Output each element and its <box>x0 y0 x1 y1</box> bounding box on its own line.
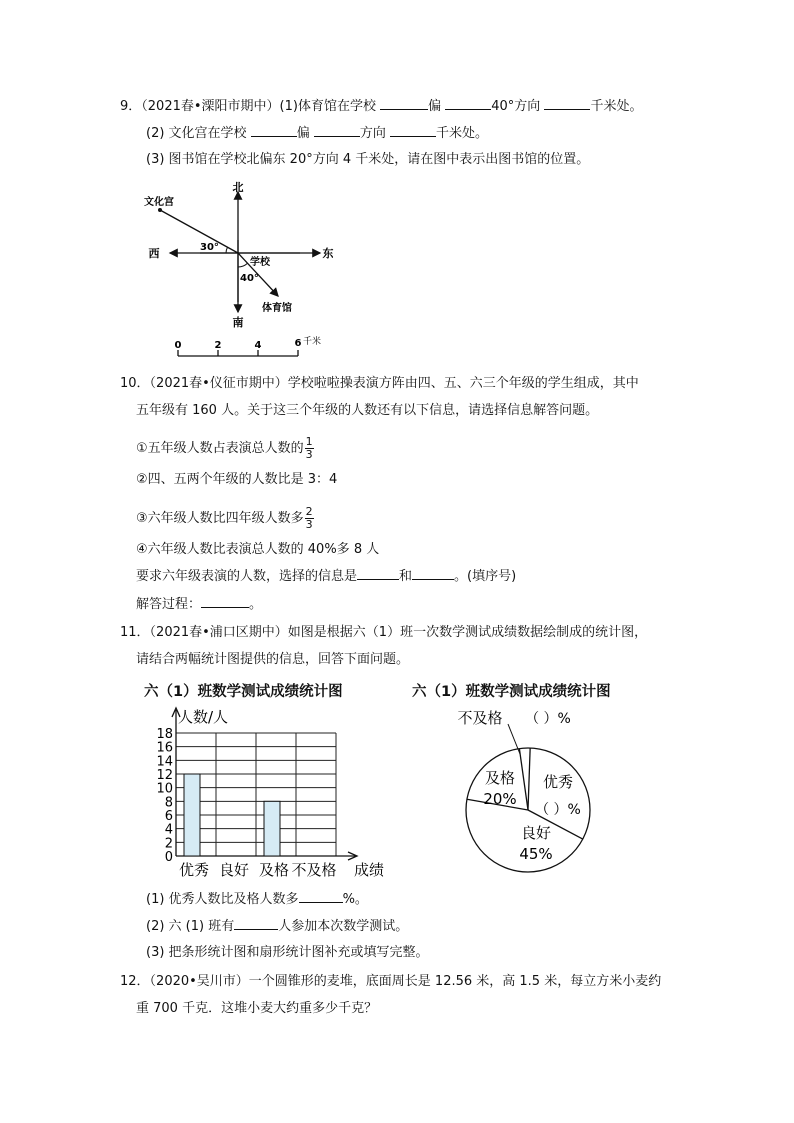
q10-info1 <box>136 436 314 461</box>
q10-line1: 10．（2021春•仪征市期中）学校啦啦操表演方阵由四、五、六三个年级的学生组成，其中 <box>120 376 639 391</box>
q9-text: 偏 <box>296 126 310 141</box>
q9-direction-diagram <box>140 180 340 365</box>
q11-line1: 11．（2021春•浦口区期中）如图是根据六（1）班一次数学测试成绩数据绘制成的统计图， <box>120 625 648 640</box>
y-tick-label: 6 <box>164 809 173 824</box>
north-label: 北 <box>232 181 244 194</box>
q11-sub2-text: (2) 六 (1) 班有 <box>146 919 235 934</box>
east-label: 东 <box>322 247 334 260</box>
y-tick-label: 0 <box>164 850 173 865</box>
q10-process-text: 。 <box>249 597 263 612</box>
cultural-palace-point <box>158 208 162 212</box>
y-tick-label: 4 <box>164 822 173 838</box>
y-tick-label: 16 <box>156 740 173 756</box>
scale-unit-label: 千米 <box>303 337 322 347</box>
y-tick-label: 2 <box>164 836 173 852</box>
q9-text: 偏 <box>428 99 442 114</box>
gym-label: 体育馆 <box>262 303 292 314</box>
q9-text: (2) 文化宫在学校 <box>146 126 247 141</box>
q9-blank-2[interactable] <box>445 97 491 110</box>
q11-line2: 请结合两幅统计图提供的信息，回答下面问题。 <box>136 652 410 667</box>
q11-sub1-text: %。 <box>342 892 368 907</box>
y-axis-label: 人数/人 <box>178 708 229 726</box>
y-tick-label: 10 <box>156 781 173 797</box>
angle-west-label: 30° <box>200 242 219 253</box>
q9-line2 <box>146 124 488 143</box>
q9-blank-5[interactable] <box>314 124 360 137</box>
school-label: 学校 <box>250 257 270 268</box>
q11-sub3: (3) 把条形统计图和扇形统计图补充或填写完整。 <box>146 945 429 960</box>
q12-line1: 12．（2020•吴川市）一个圆锥形的麦堆，底面周长是 12.56 米，高 1.5 米，每立方米小麦约 <box>120 974 662 989</box>
angle-arc-south <box>238 263 248 267</box>
x-tick-label: 不及格 <box>291 861 337 879</box>
q9-source: （2021春•溧阳市期中） <box>141 99 280 114</box>
pie-chart <box>440 700 660 885</box>
y-tick-label: 12 <box>156 768 173 783</box>
y-tick-label: 18 <box>156 727 173 742</box>
q11-sub1 <box>146 890 368 909</box>
q10-ask-text: 要求六年级表演的人数，选择的信息是 <box>136 569 358 584</box>
q10-ask-text: 。(填序号) <box>454 569 517 584</box>
q11-blank-2[interactable] <box>234 917 278 930</box>
slice-good-value: 45% <box>519 845 553 863</box>
west-label: 西 <box>148 247 160 260</box>
q10-line2: 五年级有 160 人。关于这三个年级的人数还有以下信息，请选择信息解答问题。 <box>136 403 599 418</box>
bar-及格 <box>264 801 280 856</box>
q11-sub2 <box>146 917 408 936</box>
q9-text: (1)体育馆在学校 <box>279 99 376 114</box>
x-tick-label: 及格 <box>258 861 290 879</box>
slice-good-label: 良好 <box>520 824 552 842</box>
q10-info1-text: ①五年级人数占表演总人数的 <box>136 441 304 456</box>
q10-blank-3[interactable] <box>201 595 249 608</box>
q10-process-text: 解答过程： <box>136 597 202 612</box>
fraction-numerator: 1 <box>305 435 313 448</box>
q10-info2: ②四、五两个年级的人数比是 3：4 <box>136 472 338 487</box>
q11-sub2-text: 人参加本次数学测试。 <box>278 919 409 934</box>
slice-pass-label: 及格 <box>484 769 516 787</box>
bar-优秀 <box>184 774 200 856</box>
fraction-numerator: 2 <box>305 505 313 518</box>
q10-info3-text: ③六年级人数比四年级人数多 <box>136 511 304 526</box>
bar-chart-title: 六（1）班数学测试成绩统计图 <box>144 684 343 700</box>
y-tick-label: 8 <box>164 795 173 811</box>
x-tick-label: 优秀 <box>178 861 210 879</box>
slice-pass-value: 20% <box>483 790 517 808</box>
angle-arc-west <box>226 247 228 253</box>
slice-excellent-label: 优秀 <box>542 773 574 791</box>
q10-ask <box>136 567 516 586</box>
scale-label: 4 <box>254 340 262 351</box>
fraction-one-third <box>305 436 314 461</box>
q9-blank-4[interactable] <box>251 124 297 137</box>
pie-slice-boundary <box>519 749 528 810</box>
q9-line3: (3) 图书馆在学校北偏东 20°方向 4 千米处，请在图中表示出图书馆的位置。 <box>146 152 590 167</box>
q10-blank-1[interactable] <box>357 567 399 580</box>
x-tick-label: 良好 <box>218 861 250 879</box>
q9-line1 <box>120 97 642 116</box>
angle-south-label: 40° <box>240 273 259 284</box>
q9-text: 千米处。 <box>590 99 643 114</box>
fraction-denominator: 3 <box>305 518 313 531</box>
q9-blank-3[interactable] <box>544 97 590 110</box>
q11-blank-1[interactable] <box>299 890 343 903</box>
south-label: 南 <box>232 316 244 329</box>
q10-info3 <box>136 506 314 531</box>
scale-label: 0 <box>174 340 182 351</box>
pie-slice-boundary <box>528 748 530 810</box>
q9-text: 千米处。 <box>436 126 489 141</box>
q12-line2: 重 700 千克．这堆小麦大约重多少千克？ <box>136 1001 378 1016</box>
q9-blank-1[interactable] <box>380 97 428 110</box>
x-axis-label: 成绩 <box>354 861 385 879</box>
q9-number: 9． <box>120 99 142 114</box>
fraction-denominator: 3 <box>305 448 313 461</box>
q11-sub1-text: (1) 优秀人数比及格人数多 <box>146 892 299 907</box>
scale-label: 2 <box>214 340 222 351</box>
cultural-palace-line <box>160 210 238 253</box>
pie-chart-title: 六（1）班数学测试成绩统计图 <box>412 684 611 700</box>
cultural-palace-label: 文化宫 <box>144 197 174 208</box>
bar-chart <box>140 700 400 885</box>
scale-label: 6 <box>294 338 302 349</box>
y-tick-label: 14 <box>156 754 173 770</box>
q10-process <box>136 595 262 614</box>
q10-blank-2[interactable] <box>412 567 454 580</box>
q10-ask-text: 和 <box>399 569 413 584</box>
slice-excellent-value: （ ）% <box>535 802 581 818</box>
q9-text: 40°方向 <box>491 99 541 114</box>
slice-fail-value: （ ）% <box>525 711 571 727</box>
q9-text: 方向 <box>359 126 386 141</box>
q10-info4: ④六年级人数比表演总人数的 40%多 8 人 <box>136 542 380 557</box>
slice-fail-label: 不及格 <box>457 709 503 727</box>
q9-blank-6[interactable] <box>390 124 436 137</box>
fraction-two-thirds <box>305 506 314 531</box>
